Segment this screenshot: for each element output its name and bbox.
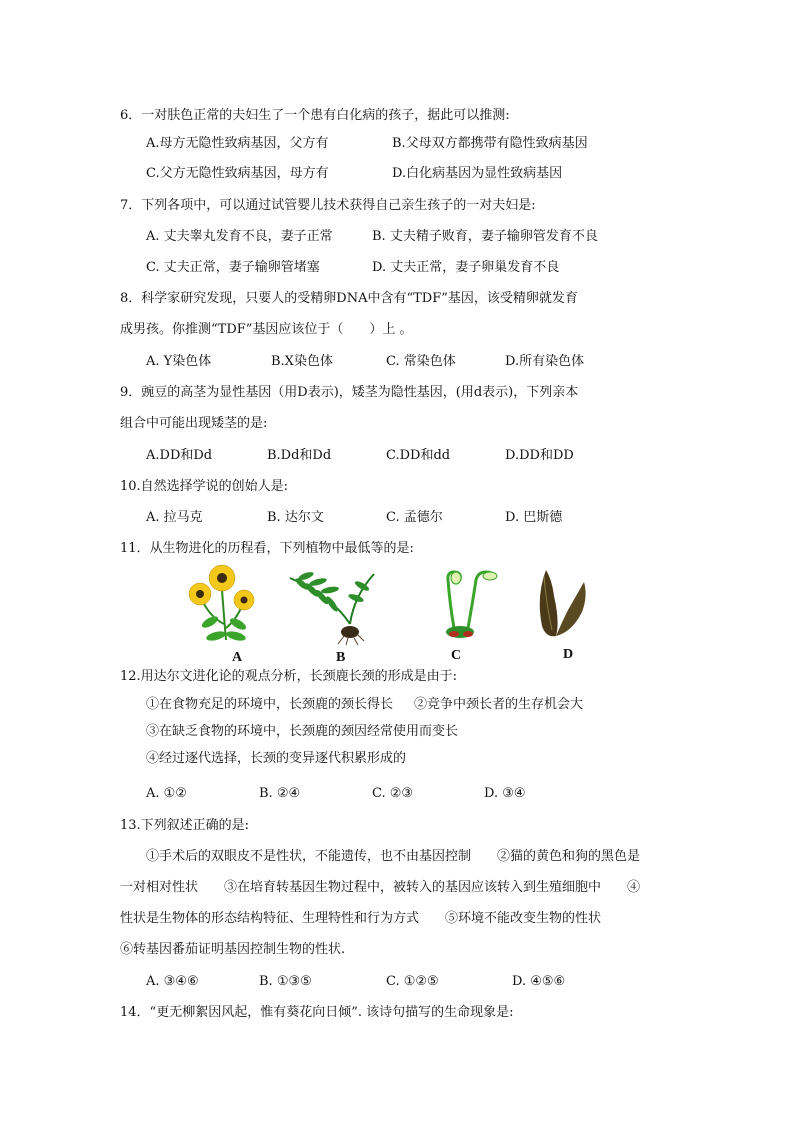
q12-statement-4: ④经过逐代选择，长颈的变异逐代积累形成的 <box>146 751 407 766</box>
q13-option-d: D. ④⑤⑥ <box>512 974 566 989</box>
q10-stem: 10.自然选择学说的创始人是: <box>120 479 289 494</box>
q10-option-a: A. 拉马克 <box>146 510 203 525</box>
q8-option-c: C. 常染色体 <box>386 354 456 369</box>
q6-stem: 6．一对肤色正常的夫妇生了一个患有白化病的孩子，据此可以推测: <box>120 108 510 123</box>
q8-option-d: D.所有染色体 <box>505 354 585 369</box>
q12-statement-2: ②竞争中颈长者的生存机会大 <box>414 697 584 712</box>
q12-statement-1: ①在食物充足的环境中，长颈鹿的颈长得长 <box>146 697 394 712</box>
figure-b-fern <box>282 566 382 646</box>
q7-stem: 7．下列各项中，可以通过试管婴儿技术获得自己亲生孩子的一对夫妇是: <box>120 198 536 213</box>
q13-stem: 13.下列叙述正确的是: <box>120 818 250 833</box>
q10-option-d: D. 巴斯德 <box>505 510 563 525</box>
q12-option-d: D. ③④ <box>484 786 526 801</box>
figure-a-label: A <box>232 650 243 665</box>
q9-stem-line2: 组合中可能出现矮茎的是: <box>120 416 268 431</box>
q8-option-a: A. Y染色体 <box>146 354 212 369</box>
q9-stem-line1: 9．豌豆的高茎为显性基因（用D表示)，矮茎为隐性基因，(用d表示)，下列亲本 <box>120 385 579 400</box>
q8-option-b: B.X染色体 <box>271 354 333 369</box>
q9-option-a: A.DD和Dd <box>146 448 213 463</box>
q9-option-c: C.DD和dd <box>386 448 451 463</box>
q13-option-a: A. ③④⑥ <box>146 974 199 989</box>
q13-option-b: B. ①③⑤ <box>259 974 312 989</box>
q10-option-c: C. 孟德尔 <box>386 510 443 525</box>
q6-option-a: A.母方无隐性致病基因，父方有 <box>146 136 329 151</box>
q13-option-c: C. ①②⑤ <box>386 974 439 989</box>
q13-line-1: ①手术后的双眼皮不是性状，不能遗传，也不由基因控制 ②猫的黄色和狗的黑色是 <box>146 849 641 864</box>
figure-d-alga <box>532 566 592 642</box>
q12-statement-3: ③在缺乏食物的环境中，长颈鹿的颈因经常使用而变长 <box>146 724 459 739</box>
q12-option-b: B. ②④ <box>259 786 301 801</box>
q13-line-3: 性状是生物体的形态结构特征、生理特性和行为方式 ⑤环境不能改变生物的性状 <box>120 911 602 926</box>
q10-option-b: B. 达尔文 <box>267 510 324 525</box>
q12-option-a: A. ①② <box>146 786 187 801</box>
q13-line-4: ⑥转基因番茄证明基因控制生物的性状. <box>120 942 346 957</box>
figure-b-label: B <box>336 650 346 665</box>
q6-option-c: C.父方无隐性致病基因，母方有 <box>146 166 329 181</box>
figure-c-label: C <box>451 648 462 663</box>
figure-c-moss <box>432 566 502 644</box>
q7-option-a: A. 丈夫睾丸发育不良，妻子正常 <box>146 229 333 244</box>
q6-option-b: B.父母双方都携带有隐性致病基因 <box>392 136 588 151</box>
q9-option-b: B.Dd和Dd <box>267 448 332 463</box>
q12-option-c: C. ②③ <box>372 786 414 801</box>
q11-stem: 11．从生物进化的历程看，下列植物中最低等的是: <box>120 541 414 556</box>
q12-stem: 12.用达尔文进化论的观点分析，长颈鹿长颈的形成是由于: <box>120 669 458 684</box>
q8-stem-line2: 成男孩。你推测“TDF”基因应该位于（ ）上 。 <box>120 322 413 337</box>
figure-a-sunflower <box>180 562 270 644</box>
q13-line-2: 一对相对性状 ③在培育转基因生物过程中，被转入的基因应该转入到生殖细胞中 ④ <box>120 880 641 895</box>
q8-stem-line1: 8．科学家研究发现，只要人的受精卵DNA中含有“TDF”基因，该受精卵就发育 <box>120 291 578 306</box>
q7-option-d: D. 丈夫正常，妻子卵巢发育不良 <box>372 260 560 275</box>
figure-d-label: D <box>563 647 574 662</box>
q9-option-d: D.DD和DD <box>505 448 574 463</box>
q6-option-d: D.白化病基因为显性致病基因 <box>392 166 563 181</box>
q14-stem: 14．“更无柳絮因风起，惟有葵花向日倾”. 该诗句描写的生命现象是: <box>120 1005 514 1020</box>
q7-option-b: B. 丈夫精子败育，妻子输卵管发育不良 <box>372 229 598 244</box>
q7-option-c: C. 丈夫正常，妻子输卵管堵塞 <box>146 260 320 275</box>
